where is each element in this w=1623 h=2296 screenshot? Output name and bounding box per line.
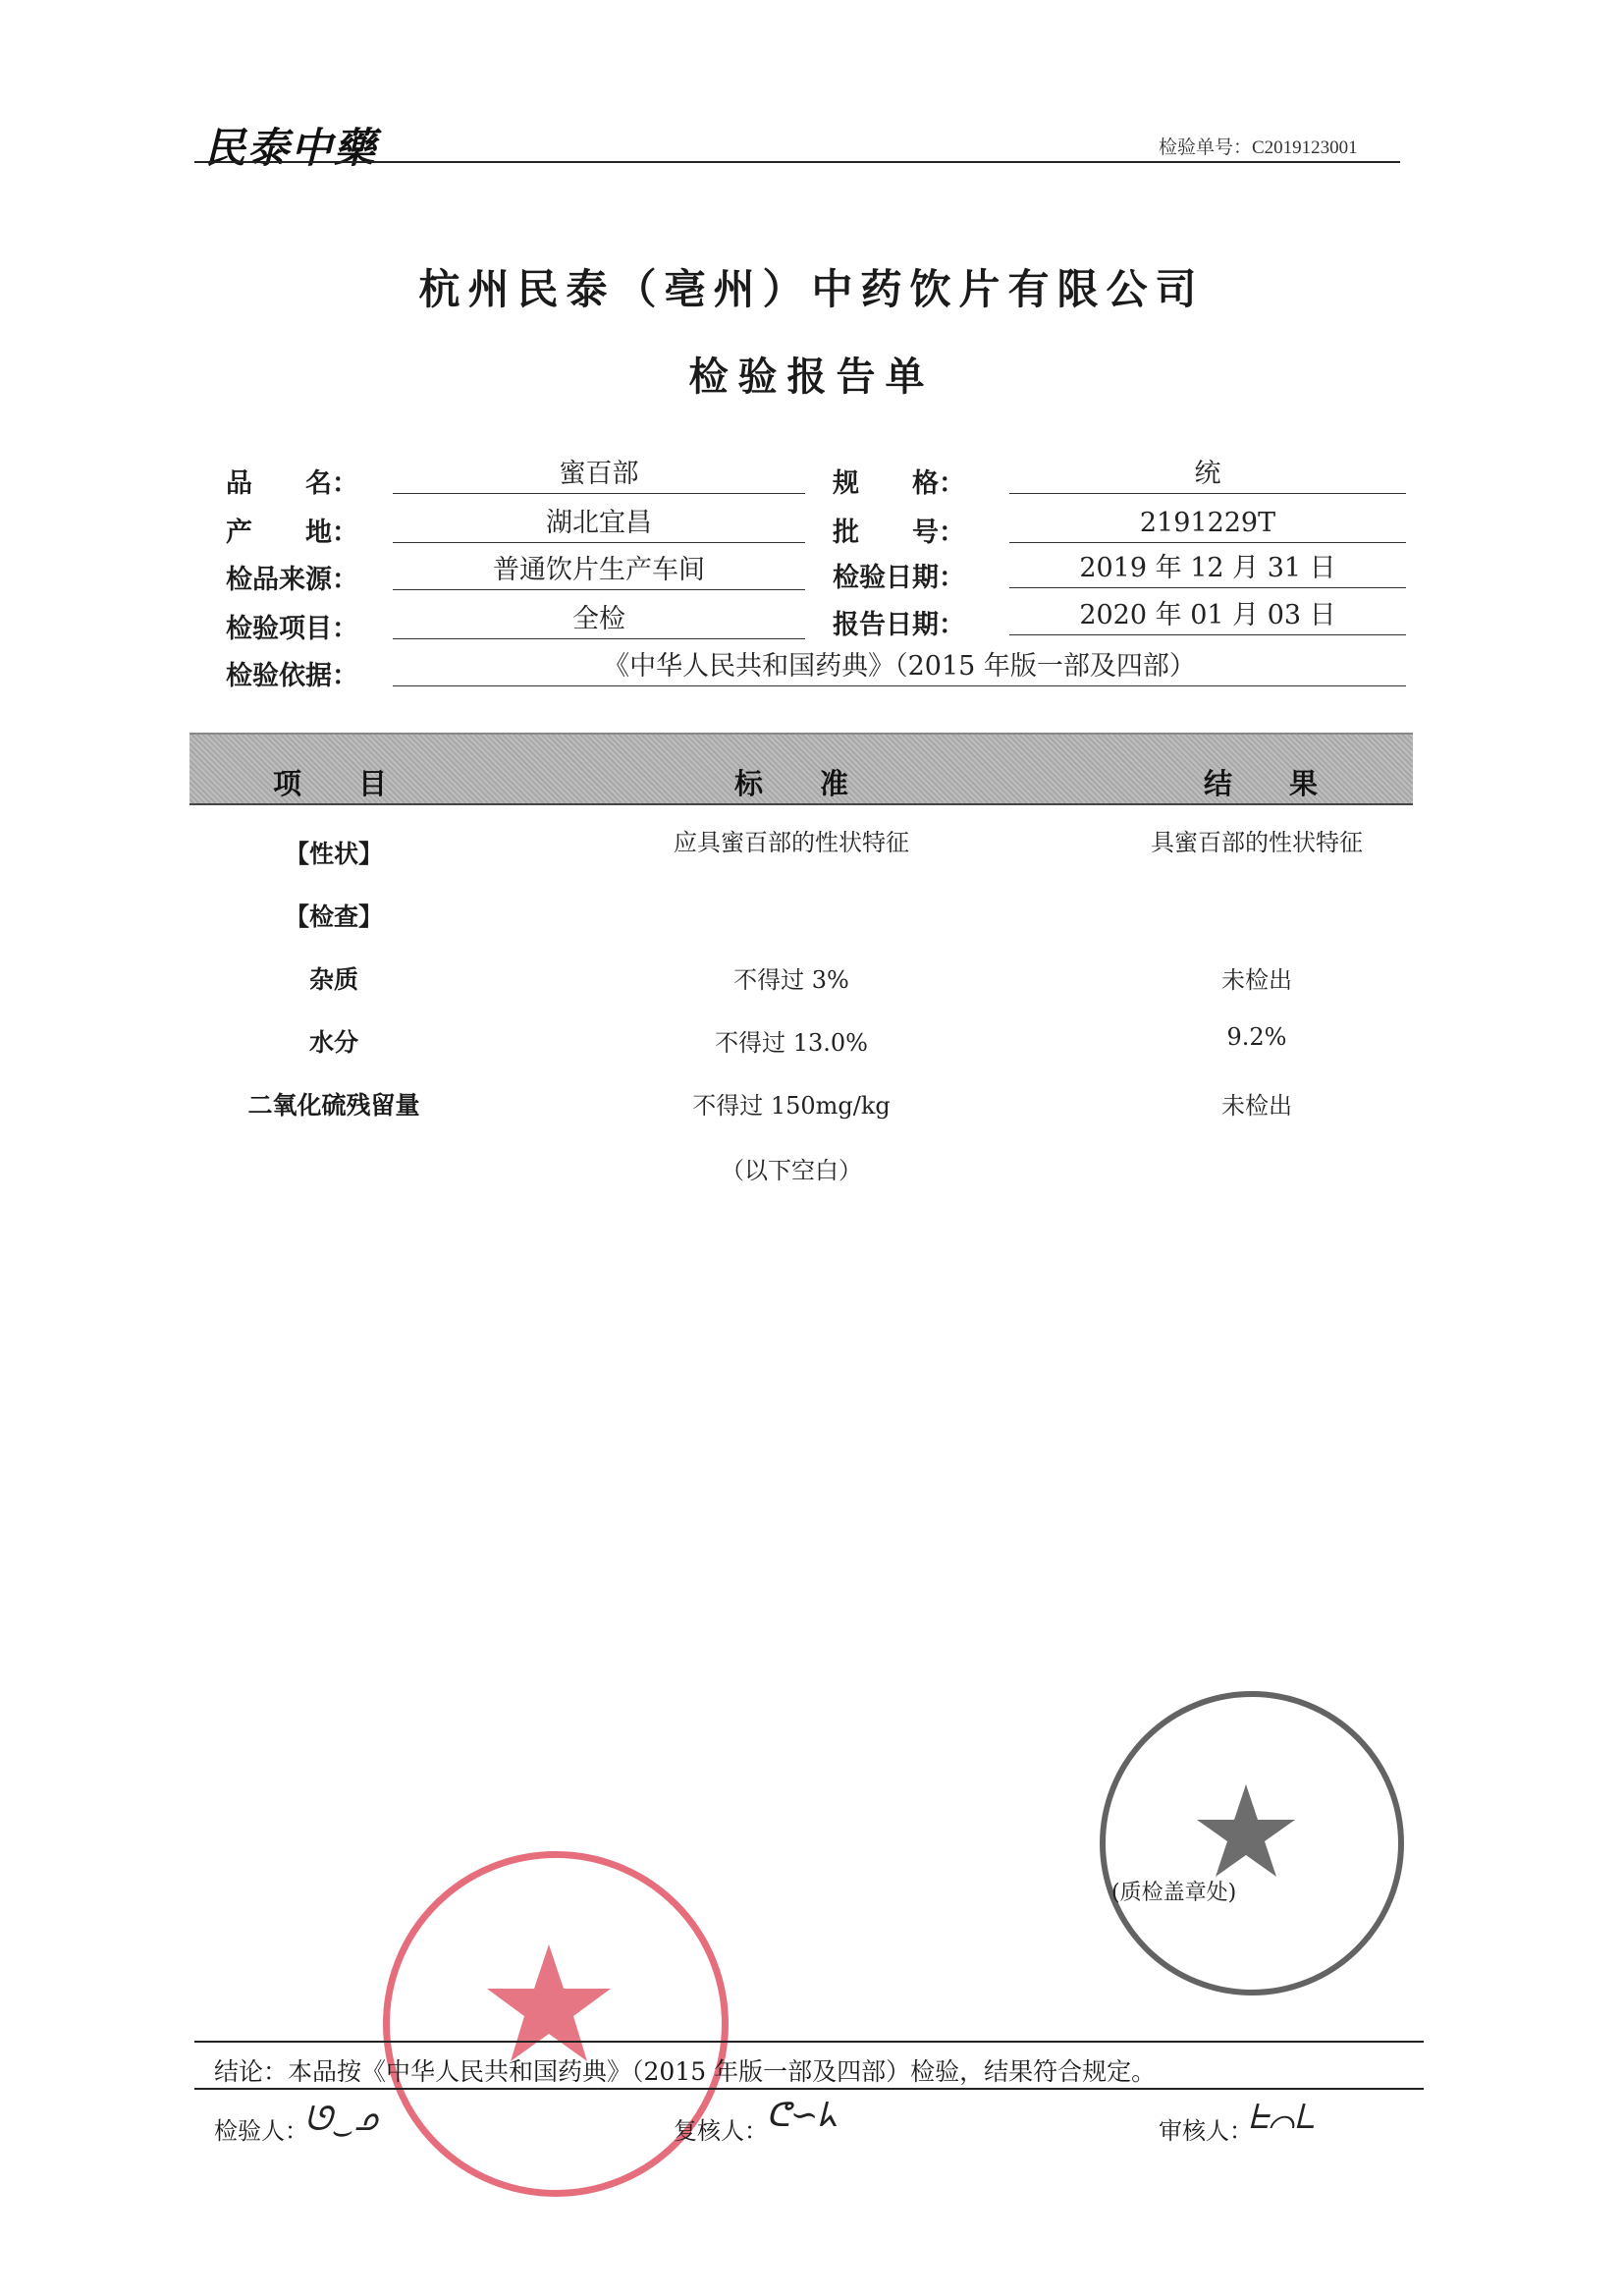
conclusion: 结论：本品按《中华人民共和国药典》（2015 年版一部及四部）检验，结果符合规定。: [214, 2057, 1157, 2086]
row-standard: 不得过 150mg/kg: [692, 1092, 891, 1120]
item-label: 检验项目：: [226, 614, 358, 644]
report-date-value: 2020 年 01 月 03 日: [1009, 599, 1406, 635]
source-value: 普通饮片生产车间: [393, 554, 805, 590]
doc-number: 检验单号：C2019123001: [1159, 137, 1358, 158]
reviewer-label: 复核人：: [674, 2117, 768, 2145]
reviewer-signature: ᕦ∽ᖾ: [766, 2096, 839, 2135]
star-icon: [1100, 1691, 1392, 1984]
column-header-result: 结 果: [1204, 767, 1319, 800]
row-standard: 不得过 13.0%: [715, 1029, 868, 1057]
product-value: 蜜百部: [393, 458, 805, 494]
row-item: 水分: [308, 1028, 358, 1057]
batch-value: 2191229T: [1009, 507, 1406, 543]
column-header-standard: 标 准: [734, 767, 849, 800]
origin-label: 产 地：: [226, 518, 358, 548]
row-standard: 应具蜜百部的性状特征: [674, 829, 909, 856]
row-result: 具蜜百部的性状特征: [1151, 829, 1363, 856]
star-icon: [383, 1851, 715, 2183]
company-logo: 民泰中藥: [204, 124, 378, 172]
test-date-value: 2019 年 12 月 31 日: [1009, 552, 1406, 588]
item-value: 全检: [393, 603, 805, 639]
approver-label: 审核人：: [1159, 2117, 1253, 2145]
blank-note: （以下空白）: [721, 1157, 862, 1184]
column-header-item: 项 目: [273, 767, 388, 800]
spec-value: 统: [1009, 458, 1406, 494]
product-label: 品 名：: [226, 468, 358, 499]
row-result: 未检出: [1221, 966, 1292, 994]
origin-value: 湖北宜昌: [393, 507, 805, 543]
batch-label: 批 号：: [833, 518, 965, 548]
seal-note: (质检盖章处): [1111, 1881, 1237, 1905]
company-title: 杭州民泰（亳州）中药饮片有限公司: [418, 265, 1205, 313]
test-date-label: 检验日期：: [833, 563, 965, 593]
spec-label: 规 格：: [833, 468, 965, 499]
row-result: 未检出: [1221, 1092, 1292, 1120]
header-divider: [194, 161, 1400, 163]
source-label: 检品来源：: [226, 565, 358, 595]
row-item: 【性状】: [284, 840, 383, 868]
row-result: 9.2%: [1226, 1023, 1287, 1051]
inspection-seal: [1100, 1691, 1404, 1995]
approver-signature: ᖶ⌒ᒪ: [1249, 2098, 1316, 2137]
inspector-signature: ᘎ‿ᓄ: [304, 2100, 378, 2139]
footer-divider-bottom: [194, 2088, 1424, 2090]
footer-divider-top: [194, 2041, 1424, 2043]
basis-value: 《中华人民共和国药典》（2015 年版一部及四部）: [393, 650, 1406, 686]
basis-label: 检验依据：: [226, 661, 358, 691]
row-item: 【检查】: [284, 902, 383, 931]
report-title: 检验报告单: [688, 354, 935, 400]
report-date-label: 报告日期：: [833, 610, 965, 640]
row-item: 二氧化硫残留量: [247, 1091, 420, 1120]
row-standard: 不得过 3%: [733, 966, 849, 994]
inspector-label: 检验人：: [214, 2117, 308, 2145]
row-item: 杂质: [308, 965, 358, 994]
